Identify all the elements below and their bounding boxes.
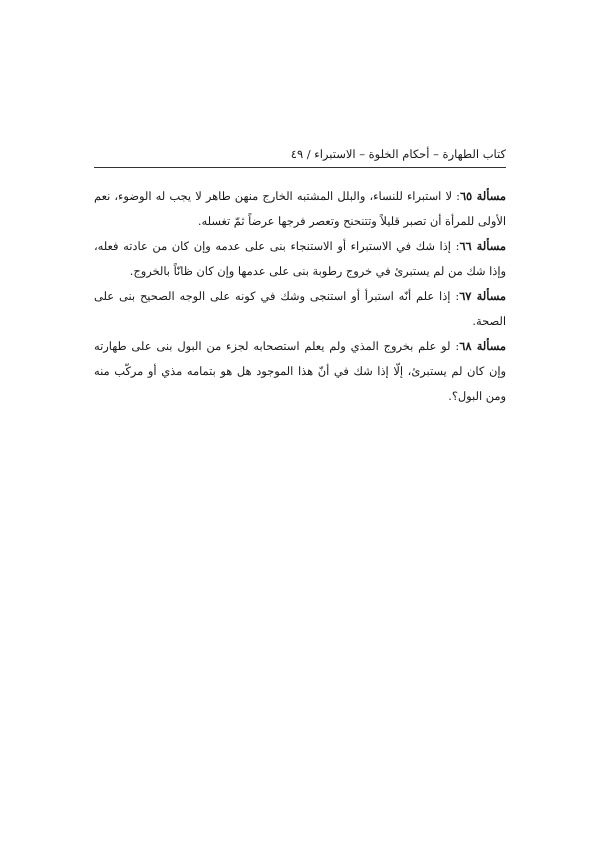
- running-header: كتاب الطهارة – أحكام الخلوة – الاستبراء / ٤٩: [290, 147, 506, 161]
- issue-label: مسألة ٦٦: [459, 239, 506, 253]
- issue-paragraph: [94, 334, 506, 409]
- header-divider: [94, 167, 506, 168]
- issue-text: : إذا علم أنّه استبرأ أو استنجى وشك في كونه على الوجه الصحيح بنى على الصحة.: [94, 289, 506, 328]
- issue-label: مسألة ٦٧: [459, 289, 506, 303]
- issue-label: مسألة ٦٨: [459, 339, 507, 353]
- issue-text: : إذا شك في الاستبراء أو الاستنجاء بنى على عدمه وإن كان من عادته فعله، وإذا شك من لم يستبرئ في خروج رطوبة بنى على عدمها وإن كان ظانّاً بالخروج.: [94, 239, 506, 278]
- issue-text: : لو علم بخروج المذي ولم يعلم استصحابه لجزء من البول بنى على طهارته وإن كان لم يستبرئ، إلّا إذا شك في أنّ هذا الموجود هل هو بتمامه مذي أو مركّب منه ومن البول؟.: [94, 339, 506, 403]
- issue-paragraph: [94, 284, 506, 334]
- issue-paragraph: [94, 234, 506, 284]
- issue-paragraph: [94, 184, 506, 234]
- issue-text: : لا استبراء للنساء، والبلل المشتبه الخارج منهن طاهر لا يجب له الوضوء، نعم الأولى للمرأة أن تصبر قليلاً وتتنحنح وتعصر فرجها عرضاً ثمّ تغسله.: [94, 189, 506, 228]
- issue-label: مسألة ٦٥: [459, 189, 506, 203]
- page-body: [94, 184, 506, 409]
